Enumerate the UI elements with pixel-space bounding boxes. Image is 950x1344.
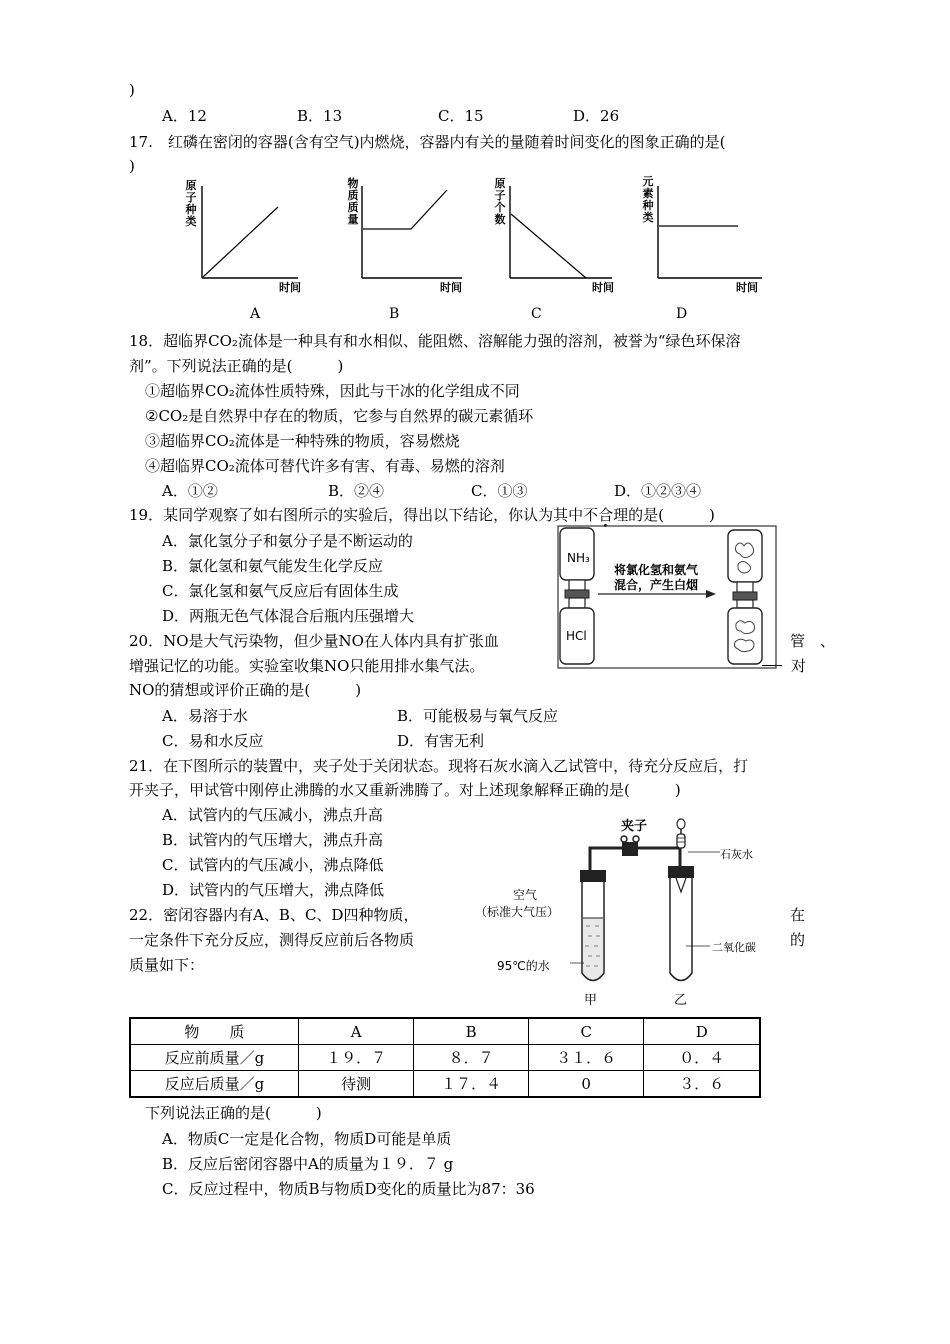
graph-d-plot xyxy=(652,184,764,284)
q16-option-b: B．13 xyxy=(297,107,343,125)
q22-stem-line3: 质量如下： xyxy=(129,956,205,974)
q22-stem-line2-end: 的 xyxy=(790,931,806,949)
q21-label-clip: 夹子 xyxy=(621,819,648,834)
table-cell: ８．７ xyxy=(414,1045,529,1071)
q19-figure-drawing xyxy=(548,524,778,670)
graph-d-xlabel: 时间 xyxy=(736,281,758,294)
table-header-row xyxy=(130,1018,760,1045)
graph-c-caption: C xyxy=(531,306,542,322)
q21-option-b: B．试管内的气压增大，沸点升高 xyxy=(162,831,384,849)
q21-figure-drawing xyxy=(570,818,770,986)
q20-option-b: B．可能极易与氧气反应 xyxy=(397,707,559,725)
q19-option-a: A．氯化氢分子和氨分子是不断运动的 xyxy=(162,532,413,550)
q18-option-b: B．②④ xyxy=(328,482,385,500)
q22-option-b: B．反应后密闭容器中A的质量为１９．７ g xyxy=(162,1155,454,1173)
q19-label-hcl: HCl xyxy=(566,629,587,643)
q22-stem-line2: 一定条件下充分反应，测得反应前后各物质 xyxy=(129,931,415,949)
q19-arrow-text-2: 混合，产生白烟 xyxy=(614,578,699,592)
q21-option-a: A．试管内的气压减小，沸点升高 xyxy=(162,806,383,824)
graph-a-caption: A xyxy=(250,306,261,322)
q21-option-c: C．试管内的气压减小，沸点降低 xyxy=(162,856,384,874)
q21-stem: 21．在下图所示的装置中，夹子处于关闭状态。现将石灰水滴入乙试管中，待充分反应后，打 xyxy=(129,757,749,775)
q19-option-b: B．氯化氢和氨气能发生化学反应 xyxy=(162,557,384,575)
q22-option-c: C．反应过程中，物质B与物质D变化的质量比为87：36 xyxy=(162,1180,535,1198)
graph-b-xlabel: 时间 xyxy=(440,281,462,294)
graph-d-ylabel: 元素种类 xyxy=(642,175,654,224)
graph-c-plot xyxy=(504,184,614,284)
q18-statement-4: ④超临界CO₂流体可替代许多有害、有毒、易燃的溶剂 xyxy=(145,457,505,475)
q16-stem-tail: ) xyxy=(129,81,135,99)
q18-stem-cont: 剂”。下列说法正确的是( ) xyxy=(129,357,344,375)
q19-stem-suffix: 的是( ) xyxy=(628,506,715,524)
graph-b-plot xyxy=(356,184,464,284)
table-header-cell: C xyxy=(528,1018,644,1045)
table-cell: １９．７ xyxy=(298,1045,414,1071)
q21-label-limewater: 石灰水 xyxy=(720,848,753,861)
table-cell: ３．６ xyxy=(644,1071,760,1098)
table-header-cell: A xyxy=(298,1018,414,1045)
q19-arrow-text-1: 将氯化氢和氨气 xyxy=(614,563,699,577)
q19-stem xyxy=(129,505,715,525)
table-cell: 待测 xyxy=(298,1071,414,1098)
table-header-cell: B xyxy=(414,1018,529,1045)
graph-a-xlabel: 时间 xyxy=(279,281,301,294)
q21-label-tube-a: 甲 xyxy=(584,993,598,1008)
q20-stem-line3: NO的猜想或评价正确的是( ) xyxy=(129,681,362,699)
graph-b-caption: B xyxy=(389,306,400,322)
q19-label-nh3: NH₃ xyxy=(567,551,590,565)
graph-d-caption: D xyxy=(676,306,688,322)
q21-label-water: 95℃的水 xyxy=(497,959,550,973)
q22-mass-table xyxy=(129,1017,761,1098)
q19-stem-prefix: 19．某同学观察了如右图所示的实验后，得出以下结论，你认为其中 xyxy=(129,506,584,524)
q19-option-c: C．氯化氢和氨气反应后有固体生成 xyxy=(162,582,399,600)
q20-stem-line2: 增强记忆的功能。实验室收集NO只能用排水集气法。 xyxy=(129,657,485,675)
q20-option-c: C．易和水反应 xyxy=(162,732,264,750)
q16-option-c: C．15 xyxy=(438,107,484,125)
q22-stem-line1-end: 在 xyxy=(790,906,806,924)
q18-option-c: C．①③ xyxy=(471,482,528,500)
q21-stem-cont: 开夹子，甲试管中刚停止沸腾的水又重新沸腾了。对上述现象解释正确的是( ) xyxy=(129,781,681,799)
q20-rule xyxy=(762,665,782,666)
q21-label-air: 空气 xyxy=(513,888,538,902)
q18-option-a: A．①② xyxy=(162,482,218,500)
table-cell: １７．４ xyxy=(414,1071,529,1098)
q21-option-d: D．试管内的气压增大，沸点降低 xyxy=(162,881,385,899)
table-cell: 反应后质量／g xyxy=(130,1071,298,1098)
q19-option-d: D．两瓶无色气体混合后瓶内压强增大 xyxy=(162,607,415,625)
q18-option-d: D．①②③④ xyxy=(614,482,702,500)
q20-stem-line1-end: 管 、 xyxy=(790,632,836,650)
q16-option-a: A．12 xyxy=(162,107,207,125)
table-header-cell: 物 质 xyxy=(130,1018,298,1045)
graph-a-ylabel: 原子种类 xyxy=(185,179,197,228)
graph-c-ylabel: 原子个数 xyxy=(494,177,506,226)
q18-statement-2: ②CO₂是自然界中存在的物质，它参与自然界的碳元素循环 xyxy=(145,407,534,425)
q17-stem-tail: ) xyxy=(129,157,135,175)
q18-statement-3: ③超临界CO₂流体是一种特殊的物质，容易燃烧 xyxy=(145,432,460,450)
table-cell: ０．４ xyxy=(644,1045,760,1071)
table-cell: 反应前质量／g xyxy=(130,1045,298,1071)
q22-after-table: 下列说法正确的是( ) xyxy=(145,1104,322,1122)
q22-option-a: A．物质C一定是化合物，物质D可能是单质 xyxy=(162,1130,452,1148)
q18-stem: 18．超临界CO₂流体是一种具有和水相似、能阻燃、溶解能力强的溶剂，被誉为“绿色环保溶 xyxy=(129,332,741,350)
q21-label-tube-b: 乙 xyxy=(674,993,688,1008)
graph-b-ylabel: 物质质量 xyxy=(347,177,359,226)
q22-stem-line1: 22．密闭容器内有A、B、C、D四种物质， xyxy=(129,906,419,924)
table-header-cell: D xyxy=(644,1018,760,1045)
q20-option-d: D．有害无利 xyxy=(397,732,485,750)
q18-statement-1: ①超临界CO₂流体性质特殊，因此与干冰的化学组成不同 xyxy=(145,382,520,400)
graph-a-plot xyxy=(196,184,300,284)
graph-c-xlabel: 时间 xyxy=(592,281,614,294)
table-cell: 0 xyxy=(528,1071,644,1098)
q21-label-co2: 二氧化碳 xyxy=(712,941,756,954)
q17-stem: 17. 红磷在密闭的容器(含有空气)内燃烧，容器内有关的量随着时间变化的图象正确的是( xyxy=(129,133,726,151)
table-cell: ３１．６ xyxy=(528,1045,644,1071)
table-row xyxy=(130,1045,760,1071)
q21-label-air-pressure: （标准大气压） xyxy=(475,905,560,919)
q20-option-a: A．易溶于水 xyxy=(162,707,248,725)
table-row xyxy=(130,1071,760,1098)
q19-stem-emphasis: 不合理 xyxy=(583,506,629,524)
q16-option-d: D．26 xyxy=(573,107,620,125)
q20-stem-line2-end: 对 xyxy=(791,657,807,675)
q20-stem-line1: 20．NO是大气污染物，但少量NO在人体内具有扩张血 xyxy=(129,632,499,650)
